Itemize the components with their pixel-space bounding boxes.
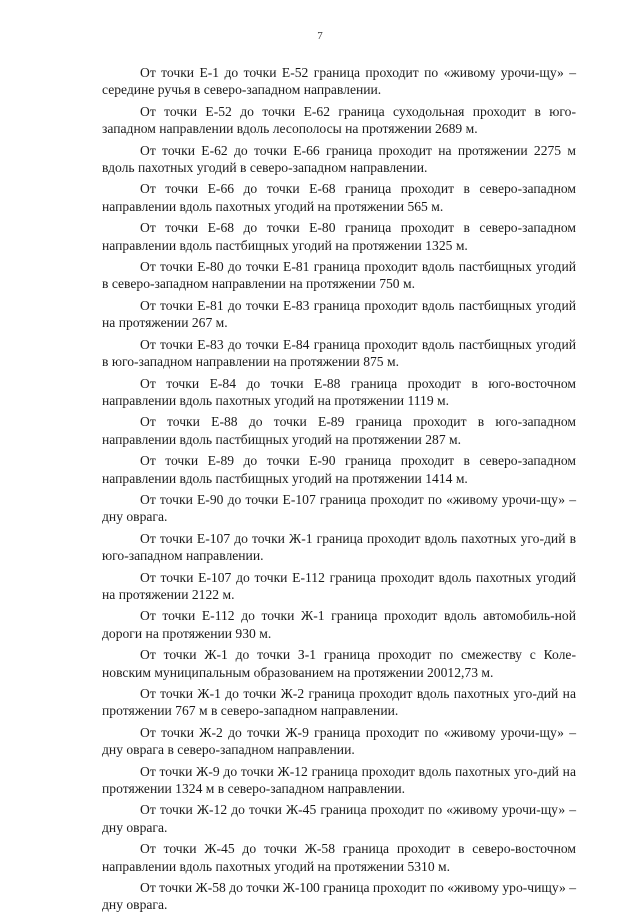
paragraph: От точки Е-84 до точки Е-88 граница проходит в юго-восточном направлении вдоль пахотных угодий на протяжении 1119 м. [102,375,576,408]
paragraph: От точки Ж-9 до точки Ж-12 граница проходит вдоль пахотных уго-дий на протяжении 1324 м в северо-западном направлении. [102,763,576,797]
paragraph: От точки Е-83 до точки Е-84 граница проходит вдоль пастбищных угодий в юго-западном направлении на протяжении 875 м. [102,336,576,370]
paragraph: От точки Е-66 до точки Е-68 граница проходит в северо-западном направлении вдоль пахотных угодий на протяжении 565 м. [102,181,576,214]
paragraph: От точки Ж-1 до точки Ж-2 граница проходит вдоль пахотных уго-дий на протяжении 767 м в северо-западном направлении. [102,686,576,719]
paragraph: От точки Е-90 до точки Е-107 граница проходит по «живому урочи-щу» – дну оврага. [102,491,576,525]
paragraph: От точки Ж-58 до точки Ж-100 граница проходит по «живому уро-чищу» – дну оврага. [102,880,576,913]
paragraph: От точки Е-80 до точки Е-81 граница проходит вдоль пастбищных угодий в северо-западном направлении на протяжении 750 м. [102,259,576,292]
paragraph: От точки Е-107 до точки Ж-1 граница проходит вдоль пахотных уго-дий в юго-западном направлении. [102,530,576,564]
paragraph: От точки Ж-2 до точки Ж-9 граница проходит по «живому урочи-щу» – дну оврага в северо-западном направлении. [102,724,576,758]
paragraph: От точки Е-68 до точки Е-80 граница проходит в северо-западном направлении вдоль пастбищных угодий на протяжении 1325 м. [102,220,576,253]
document-body [102,64,576,914]
paragraph: От точки Е-52 до точки Е-62 граница суходольная проходит в юго-западном направлении вдоль лесополосы на протяжении 2689 м. [102,103,576,137]
page-number: 7 [317,30,323,42]
paragraph: От точки Е-1 до точки Е-52 граница проходит по «живому урочи-щу» – середине ручья в северо-западном направлении. [102,65,576,98]
paragraph: От точки Е-62 до точки Е-66 граница проходит на протяжении 2275 м вдоль пахотных угодий в северо-западном направлении. [102,142,576,176]
paragraph: От точки Ж-12 до точки Ж-45 граница проходит по «живому урочи-щу» – дну оврага. [102,802,576,835]
paragraph: От точки Е-89 до точки Е-90 граница проходит в северо-западном направлении вдоль пастбищных угодий на протяжении 1414 м. [102,453,576,486]
paragraph: От точки Е-112 до точки Ж-1 граница проходит вдоль автомобиль-ной дороги на протяжении 930 м. [102,608,576,641]
paragraph: От точки Ж-45 до точки Ж-58 граница проходит в северо-восточном направлении вдоль пахотных угодий на протяжении 5310 м. [102,841,576,874]
paragraph: От точки Е-107 до точки Е-112 граница проходит вдоль пахотных угодий на протяжении 2122 м. [102,569,576,602]
paragraph: От точки Е-81 до точки Е-83 граница проходит вдоль пастбищных угодий на протяжении 267 м. [102,297,576,331]
paragraph: От точки Ж-1 до точки З-1 граница проходит по смежеству с Коле-новским муниципальным образованием на протяжении 20012,73 м. [102,647,576,680]
paragraph: От точки Е-88 до точки Е-89 граница проходит в юго-западном направлении вдоль пастбищных угодий на протяжении 287 м. [102,414,576,447]
